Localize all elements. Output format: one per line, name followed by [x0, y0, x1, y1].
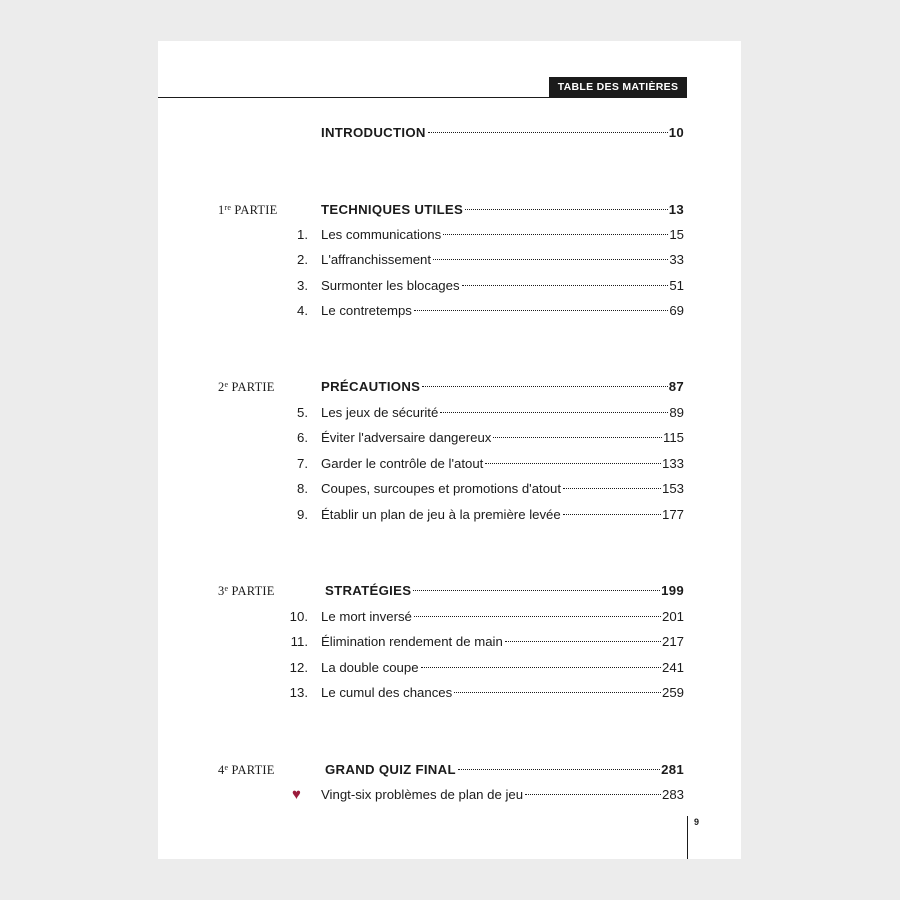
entry-page: 87 [668, 379, 684, 394]
chapter-number: 9. [297, 507, 308, 522]
chapter-number: 2. [297, 252, 308, 267]
toc-row-part-1 [158, 200, 741, 220]
toc-entry [321, 250, 684, 270]
toc-entry [321, 301, 684, 321]
entry-title: Coupes, surcoupes et promotions d'atout [321, 481, 562, 496]
toc-row-chapter [158, 632, 741, 652]
toc-row-chapter [158, 301, 741, 321]
toc-row-chapter [158, 403, 741, 423]
dot-leader [525, 794, 661, 795]
entry-page: 201 [661, 609, 684, 624]
entry-title: Établir un plan de jeu à la première levée [321, 507, 561, 522]
dot-leader [414, 310, 668, 311]
chapter-number: 8. [297, 481, 308, 496]
entry-page: 281 [661, 762, 684, 777]
toc-entry [325, 581, 684, 601]
entry-title: Le mort inversé [321, 609, 412, 624]
toc-row-part-3 [158, 581, 741, 601]
entry-title: STRATÉGIES [325, 583, 412, 598]
entry-title: Garder le contrôle de l'atout [321, 456, 484, 471]
entry-title: Surmonter les blocages [321, 278, 460, 293]
part-label: 1re PARTIE [218, 203, 278, 217]
dot-leader [422, 386, 667, 387]
entry-page: 33 [669, 252, 684, 267]
page-number: 9 [694, 817, 700, 827]
toc-row-chapter [158, 658, 741, 678]
toc-entry [321, 658, 684, 678]
footer-rule [687, 816, 688, 859]
toc-row-chapter [158, 428, 741, 448]
toc-entry [321, 683, 684, 703]
toc-entry [321, 632, 684, 652]
entry-page: 259 [661, 685, 684, 700]
entry-title: PRÉCAUTIONS [321, 379, 421, 394]
toc-entry [321, 479, 684, 499]
dot-leader [443, 234, 668, 235]
toc-row-chapter [158, 276, 741, 296]
entry-title: Vingt-six problèmes de plan de jeu [321, 787, 524, 802]
entry-title: INTRODUCTION [321, 125, 426, 140]
chapter-number: 7. [297, 456, 308, 471]
dot-leader [465, 209, 668, 210]
dot-leader [462, 285, 669, 286]
toc-entry [321, 454, 684, 474]
toc-entry [321, 785, 684, 805]
toc-row-chapter [158, 607, 741, 627]
toc-row-part-2 [158, 377, 741, 397]
toc-row-chapter [158, 505, 741, 525]
dot-leader [414, 616, 661, 617]
dot-leader [413, 590, 660, 591]
entry-title: Éviter l'adversaire dangereux [321, 430, 492, 445]
entry-page: 177 [661, 507, 684, 522]
dot-leader [505, 641, 661, 642]
chapter-number: 12. [289, 660, 308, 675]
entry-page: 69 [669, 303, 684, 318]
entry-title: Élimination rendement de main [321, 634, 503, 649]
dot-leader [493, 437, 662, 438]
entry-title: La double coupe [321, 660, 419, 675]
toc-entry [321, 403, 684, 423]
entry-title: Les jeux de sécurité [321, 405, 439, 420]
entry-page: 217 [661, 634, 684, 649]
toc-row-introduction [158, 123, 741, 143]
toc-entry [321, 276, 684, 296]
chapter-number: 1. [297, 227, 308, 242]
chapter-number: 10. [289, 609, 308, 624]
book-page [158, 41, 741, 859]
dot-leader [454, 692, 661, 693]
dot-leader [428, 132, 668, 133]
chapter-number: 5. [297, 405, 308, 420]
entry-title: Le contretemps [321, 303, 412, 318]
toc-row-chapter [158, 225, 741, 245]
toc-entry [321, 607, 684, 627]
dot-leader [485, 463, 661, 464]
header-title: TABLE DES MATIÈRES [549, 77, 687, 98]
chapter-number: 6. [297, 430, 308, 445]
entry-title: Les communications [321, 227, 442, 242]
toc-row-chapter [158, 683, 741, 703]
toc-row-chapter [158, 454, 741, 474]
toc-entry [321, 428, 684, 448]
entry-page: 241 [661, 660, 684, 675]
part-label: 2e PARTIE [218, 380, 275, 394]
chapter-number: 3. [297, 278, 308, 293]
dot-leader [433, 259, 668, 260]
entry-page: 15 [669, 227, 684, 242]
entry-page: 115 [662, 430, 684, 445]
toc-row-chapter [158, 785, 741, 805]
dot-leader [440, 412, 668, 413]
toc-row-chapter [158, 479, 741, 499]
dot-leader [563, 514, 661, 515]
entry-page: 153 [661, 481, 684, 496]
entry-page: 13 [668, 202, 684, 217]
toc-entry [321, 377, 684, 397]
entry-page: 199 [661, 583, 684, 598]
entry-page: 283 [661, 787, 684, 802]
chapter-number: 13. [289, 685, 308, 700]
entry-page: 51 [669, 278, 684, 293]
chapter-number: 4. [297, 303, 308, 318]
part-label: 3e PARTIE [218, 584, 275, 598]
entry-page: 10 [668, 125, 684, 140]
dot-leader [458, 769, 660, 770]
entry-title: Le cumul des chances [321, 685, 453, 700]
toc-entry [321, 200, 684, 220]
entry-page: 89 [669, 405, 684, 420]
entry-title: TECHNIQUES UTILES [321, 202, 464, 217]
entry-title: GRAND QUIZ FINAL [325, 762, 456, 777]
entry-title: L'affranchissement [321, 252, 432, 267]
heart-icon: ♥ [292, 786, 301, 803]
toc-entry [321, 225, 684, 245]
toc-entry [321, 505, 684, 525]
chapter-number: 11. [290, 634, 308, 649]
toc-row-part-4 [158, 760, 741, 780]
part-label: 4e PARTIE [218, 763, 275, 777]
toc-entry [321, 123, 684, 143]
dot-leader [563, 488, 661, 489]
entry-page: 133 [661, 456, 684, 471]
toc-entry [325, 760, 684, 780]
toc-row-chapter [158, 250, 741, 270]
dot-leader [421, 667, 661, 668]
